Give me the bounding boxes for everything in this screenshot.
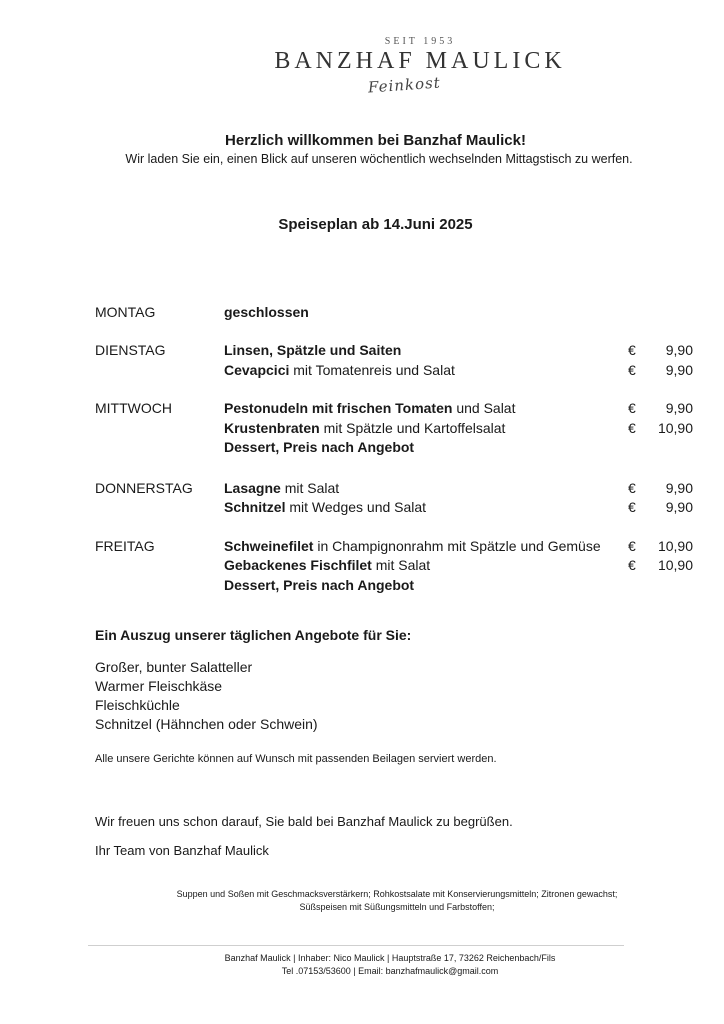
dish: Dessert, Preis nach Angebot — [224, 577, 415, 593]
footer-divider — [88, 945, 624, 946]
welcome-subtitle: Wir laden Sie ein, einen Blick auf unseren wöchentlich wechselnden Mittagstisch zu werfen. — [125, 152, 633, 166]
menu-row-mittwoch-2 — [0, 420, 724, 438]
dish: Cevapcici mit Tomatenreis und Salat — [224, 362, 455, 378]
menu-row-mittwoch-1 — [0, 400, 724, 418]
menu-row-montag — [0, 304, 724, 322]
dish: Dessert, Preis nach Angebot — [224, 439, 415, 455]
day-label: MITTWOCH — [95, 400, 172, 416]
price: 9,90 — [665, 480, 693, 496]
price: 10,90 — [657, 557, 693, 573]
footer — [0, 952, 724, 978]
logo-brand: BANZHAF MAULICK — [274, 48, 566, 74]
side-dish-note: Alle unsere Gerichte können auf Wunsch mit passenden Beilagen serviert werden. — [95, 753, 497, 765]
currency-symbol: € — [628, 400, 636, 416]
currency-symbol: € — [628, 362, 636, 378]
dish: Linsen, Spätzle und Saiten — [224, 342, 402, 358]
price: 10,90 — [657, 420, 693, 436]
dish: Schweinefilet in Champignonrahm mit Spätzle und Gemüse — [224, 538, 601, 554]
footer-address: Banzhaf Maulick | Inhaber: Nico Maulick | Hauptstraße 17, 73262 Reichenbach/Fils — [224, 953, 556, 963]
logo-script: Feinkost — [367, 73, 442, 97]
currency-symbol: € — [628, 557, 636, 573]
price: 10,90 — [657, 538, 693, 554]
price: 9,90 — [665, 499, 693, 515]
team-signature: Ihr Team von Banzhaf Maulick — [95, 843, 269, 858]
currency-symbol: € — [628, 342, 636, 358]
day-label: DIENSTAG — [95, 342, 166, 358]
logo-since: SEIT 1953 — [384, 36, 456, 47]
day-label: DONNERSTAG — [95, 480, 193, 496]
offer-item: Großer, bunter Salatteller — [95, 659, 253, 675]
offers-title: Ein Auszug unserer täglichen Angebote für Sie: — [95, 627, 412, 643]
currency-symbol: € — [628, 538, 636, 554]
currency-symbol: € — [628, 499, 636, 515]
price: 9,90 — [665, 362, 693, 378]
day-label: FREITAG — [95, 538, 155, 554]
currency-symbol: € — [628, 420, 636, 436]
allergen-line: Suppen und Soßen mit Geschmacksverstärkern; Rohkostsalate mit Konservierungsmitteln; Zitronen gewachst; — [176, 889, 618, 899]
allergen-line: Süßspeisen mit Süßungsmitteln und Farbstoffen; — [299, 902, 495, 912]
offer-item: Fleischküchle — [95, 697, 180, 713]
menu-row-dienstag-1 — [0, 342, 724, 360]
menu-row-mittwoch-3 — [0, 439, 724, 457]
menu-row-dienstag-2 — [0, 362, 724, 380]
dish: Krustenbraten mit Spätzle und Kartoffelsalat — [224, 420, 506, 436]
menu-row-donnerstag-2 — [0, 499, 724, 517]
offer-item: Schnitzel (Hähnchen oder Schwein) — [95, 716, 318, 732]
offer-item: Warmer Fleischkäse — [95, 678, 223, 694]
day-label: MONTAG — [95, 304, 156, 320]
plan-title: Speiseplan ab 14.Juni 2025 — [278, 216, 473, 233]
dish: geschlossen — [224, 304, 309, 320]
welcome-title: Herzlich willkommen bei Banzhaf Maulick! — [225, 132, 526, 149]
dish: Schnitzel mit Wedges und Salat — [224, 499, 427, 515]
menu-row-donnerstag-1 — [0, 480, 724, 498]
brand-logo — [240, 36, 600, 102]
offers-list — [95, 658, 318, 734]
menu-row-freitag-2 — [0, 557, 724, 575]
currency-symbol: € — [628, 480, 636, 496]
dish: Pestonudeln mit frischen Tomaten und Salat — [224, 400, 516, 416]
allergen-note — [0, 888, 724, 914]
price: 9,90 — [665, 342, 693, 358]
menu-row-freitag-3 — [0, 577, 724, 595]
menu-row-freitag-1 — [0, 538, 724, 556]
dish: Gebackenes Fischfilet mit Salat — [224, 557, 431, 573]
closing-text: Wir freuen uns schon darauf, Sie bald bei Banzhaf Maulick zu begrüßen. — [95, 814, 513, 829]
price: 9,90 — [665, 400, 693, 416]
footer-contact: Tel .07153/53600 | Email: banzhafmaulick@gmail.com — [281, 966, 499, 976]
dish: Lasagne mit Salat — [224, 480, 340, 496]
